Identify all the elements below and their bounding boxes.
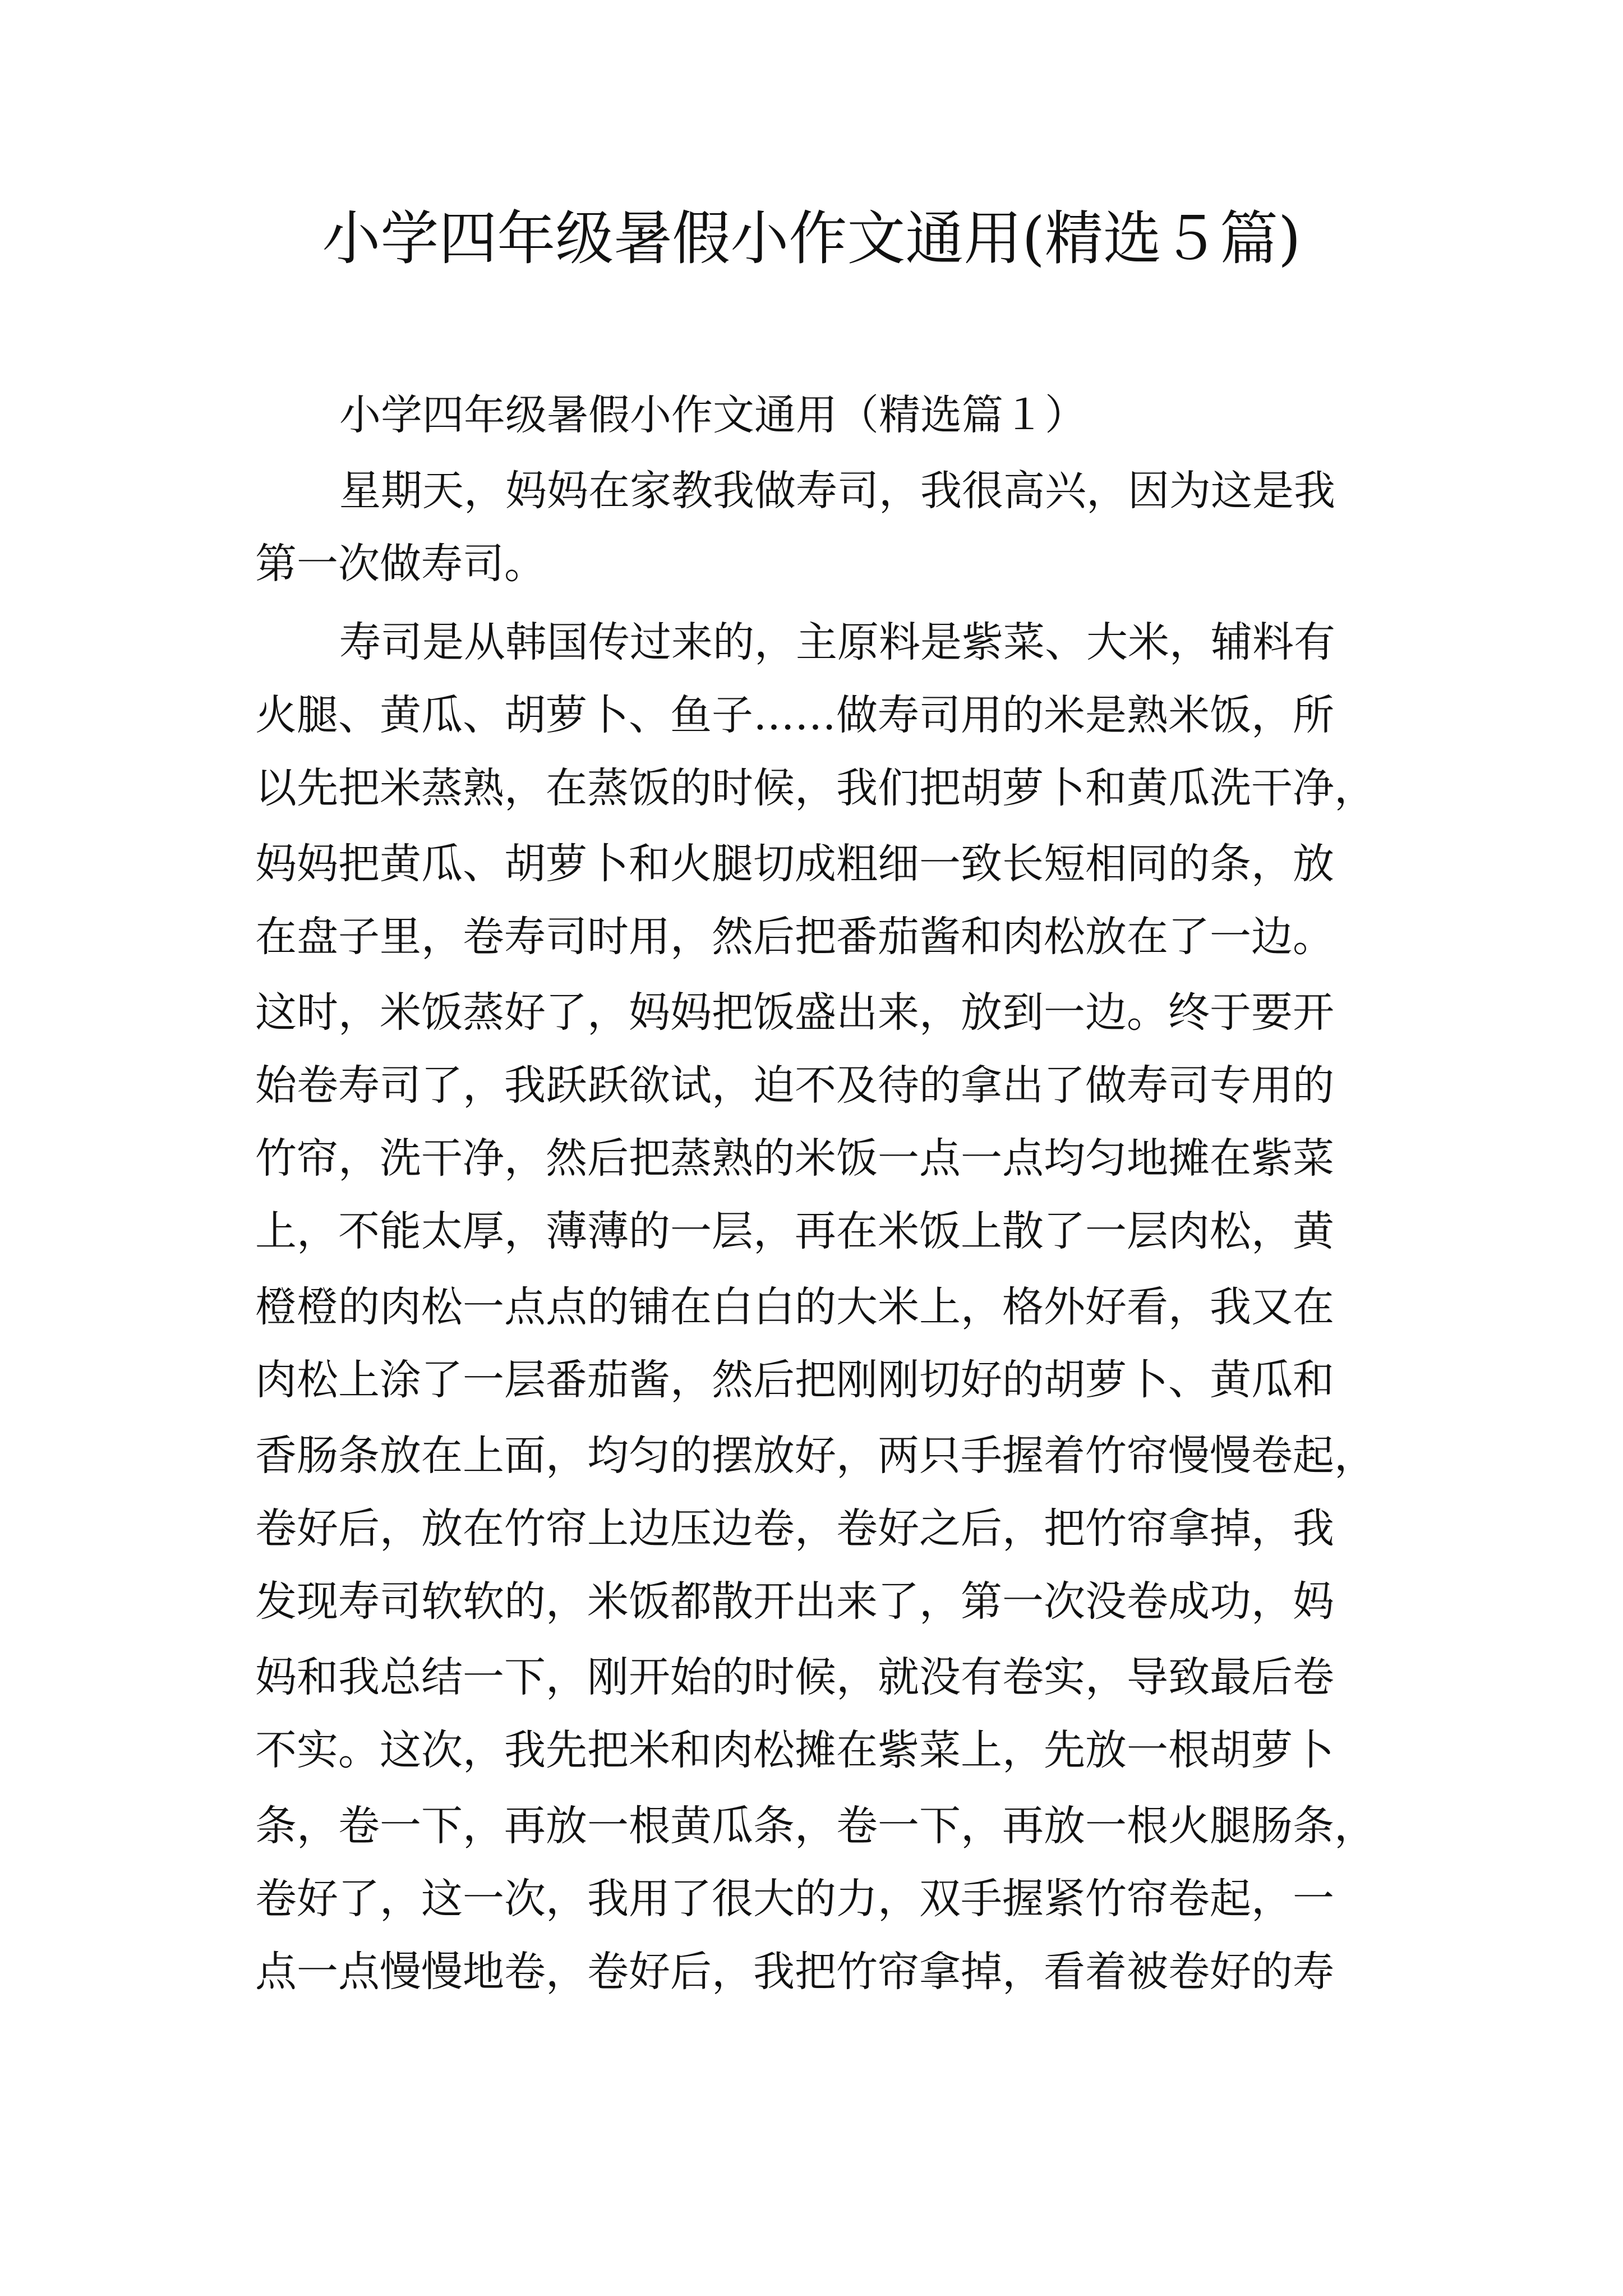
paragraph-line: 橙橙的肉松一点点的铺在白白的大米上，格外好看，我又在 bbox=[255, 1283, 1334, 1331]
paragraph-line: 这时，米饭蒸好了，妈妈把饭盛出来，放到一边。终于要开 bbox=[255, 988, 1334, 1037]
paragraph-line: 妈和我总结一下，刚开始的时候，就没有卷实，导致最后卷 bbox=[255, 1653, 1334, 1701]
paragraph-line: 发现寿司软软的，米饭都散开出来了，第一次没卷成功，妈 bbox=[255, 1577, 1334, 1626]
paragraph-line: 始卷寿司了，我跃跃欲试，迫不及待的拿出了做寿司专用的 bbox=[255, 1061, 1334, 1110]
paragraph-line: 火腿、黄瓜、胡萝卜、鱼子……做寿司用的米是熟米饭，所 bbox=[255, 691, 1334, 739]
paragraph-line: 妈妈把黄瓜、胡萝卜和火腿切成粗细一致长短相同的条，放 bbox=[255, 840, 1334, 888]
paragraph-line: 卷好后，放在竹帘上边压边卷，卷好之后，把竹帘拿掉，我 bbox=[255, 1504, 1334, 1553]
paragraph-line: 竹帘，洗干净，然后把蒸熟的米饭一点一点均匀地摊在紫菜 bbox=[255, 1134, 1334, 1182]
paragraph-line: 条，卷一下，再放一根黄瓜条，卷一下，再放一根火腿肠条， bbox=[255, 1802, 1376, 1850]
paragraph-line: 第一次做寿司。 bbox=[255, 540, 546, 588]
paragraph-line: 卷好了，这一次，我用了很大的力，双手握紧竹帘卷起，一 bbox=[255, 1875, 1334, 1923]
paragraph-line: 上，不能太厚，薄薄的一层，再在米饭上散了一层肉松，黄 bbox=[255, 1207, 1334, 1255]
paragraph-line: 寿司是从韩国传过来的，主原料是紫菜、大米，辅料有 bbox=[339, 618, 1335, 666]
paragraph-line: 香肠条放在上面，均匀的摆放好，两只手握着竹帘慢慢卷起， bbox=[255, 1432, 1376, 1480]
section-heading: 小学四年级暑假小作文通用（精选篇１） bbox=[339, 391, 1086, 439]
paragraph-line: 不实。这次，我先把米和肉松摊在紫菜上，先放一根胡萝卜 bbox=[255, 1726, 1334, 1774]
paragraph-line: 星期天，妈妈在家教我做寿司，我很高兴，因为这是我 bbox=[339, 467, 1335, 515]
document-title: 小学四年级暑假小作文通用(精选５篇) bbox=[322, 204, 1301, 273]
paragraph-line: 以先把米蒸熟，在蒸饭的时候，我们把胡萝卜和黄瓜洗干净， bbox=[255, 764, 1376, 812]
paragraph-line: 点一点慢慢地卷，卷好后，我把竹帘拿掉，看着被卷好的寿 bbox=[255, 1948, 1334, 1996]
paragraph-line: 肉松上涂了一层番茄酱，然后把刚刚切好的胡萝卜、黄瓜和 bbox=[255, 1356, 1334, 1404]
paragraph-line: 在盘子里，卷寿司时用，然后把番茄酱和肉松放在了一边。 bbox=[255, 913, 1334, 961]
